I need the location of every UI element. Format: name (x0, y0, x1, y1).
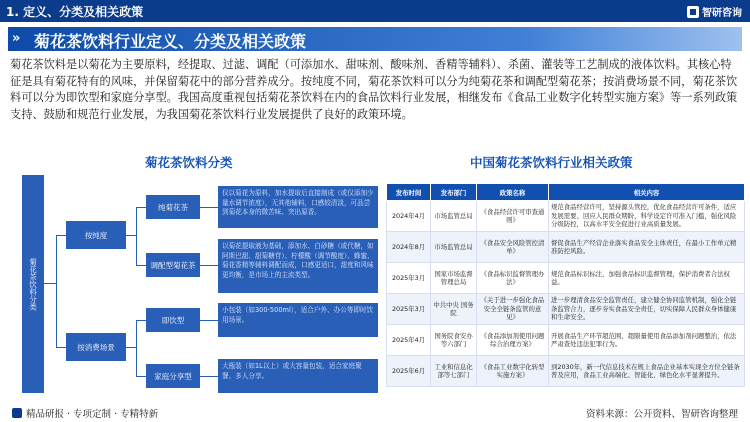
header-dept: 发布部门 (431, 184, 477, 201)
cell-dept: 国家市场监督管理总局 (431, 263, 477, 294)
policy-title: 中国菊花茶饮料行业相关政策 (470, 155, 633, 170)
connector (200, 320, 218, 321)
footer-slogan-text: 精品研报 · 专项定制 · 专精特新 (26, 409, 159, 420)
cell-date: 2025年3月 (387, 294, 431, 325)
cell-name: 《食品标识监督管理办法》 (477, 263, 549, 294)
group-purity: 按纯度 (66, 221, 126, 249)
classification-tree (22, 175, 382, 400)
cell-dept: 工业和信息化部等七部门 (431, 356, 477, 387)
connector (44, 283, 56, 284)
connector (136, 207, 146, 208)
connector (136, 265, 146, 266)
connector (136, 207, 137, 265)
tree-root: 菊花茶饮料分类 (22, 175, 44, 393)
table-row (387, 325, 745, 356)
top-bar (0, 0, 750, 22)
connector (200, 207, 218, 208)
brand-icon (12, 408, 22, 418)
logo (687, 4, 742, 19)
cell-name: 《关于进一步强化食品安全全链条监管的意见》 (477, 294, 549, 325)
table-row (387, 294, 745, 325)
cell-dept: 国务院食安办等六部门 (431, 325, 477, 356)
header-name: 政策名称 (477, 184, 549, 201)
cell-dept: 市场监管总局 (431, 232, 477, 263)
logo-icon (687, 6, 699, 18)
connector (136, 376, 146, 377)
section-heading: 1. 定义、分类及相关政策 (6, 5, 144, 19)
cell-name: 《食品经营许可审查通则》 (477, 201, 549, 232)
cell-content: 到2030年，新一代信息技术在规上食品企业基本实现全方位全链条普及应用，食品工业高端化、智能化、绿色化水平显著提升。 (549, 356, 745, 387)
cell-content: 规范食品标识标注，加强食品标识监督管理，保护消费者合法权益。 (549, 263, 745, 294)
connector (126, 235, 136, 236)
intro-paragraph: 菊花茶饮料是以菊花为主要原料，经提取、过滤、调配（可添加水、甜味剂、酸味剂、香精等辅料）、杀菌、灌装等工艺制成的液体饮料。其核心特征是具有菊花特有的风味，并保留菊花中的部分营养成分。按纯度不同，菊花茶饮料可以分为纯菊花茶和调配型菊花茶；按消费场景不同，菊花茶饮料可以分为即饮型和家庭分享型。我国高度重视包括菊花茶饮料在内的食品饮料行业发展，相继发布《食品工业数字化转型实施方案》等一系列政策支持、鼓励和规范行业发展，为我国菊花茶饮料行业发展提供了良好的政策环境。 (10, 58, 738, 121)
header-content: 相关内容 (549, 184, 745, 201)
footer-source: 资料来源：公开资料、智研咨询整理 (585, 409, 738, 420)
title-banner (8, 27, 742, 51)
item-ready-to-drink: 即饮型 (146, 308, 200, 332)
connector (136, 320, 146, 321)
connector (56, 235, 57, 347)
connector (56, 235, 66, 236)
table-header-row (387, 184, 745, 201)
table-row (387, 232, 745, 263)
cell-date: 2024年8月 (387, 232, 431, 263)
policy-table (386, 183, 745, 387)
cell-name: 《食品添加剂使用问题综合治理方案》 (477, 325, 549, 356)
table-row (387, 201, 745, 232)
header-date: 发布时间 (387, 184, 431, 201)
classification-title: 菊花茶饮料分类 (145, 155, 233, 170)
item-blended: 调配型菊花茶 (146, 253, 200, 277)
group-scene: 按消费场景 (66, 333, 126, 361)
table-row (387, 263, 745, 294)
desc-ready-to-drink: 小包装（如300-500ml），适合户外、办公等即时饮用场景。 (218, 303, 378, 337)
desc-pure: 仅以菊花为原料，加水提取后直接制成（或仅添加少量水调节浓度），无其他辅料，口感较清淡，可品尝到菊花本身的微苦味、突出原香。 (218, 186, 378, 228)
cell-name: 《食品工业数字化转型实施方案》 (477, 356, 549, 387)
cell-date: 2024年4月 (387, 201, 431, 232)
connector (200, 265, 218, 266)
cell-content: 规范食品经营许可，坚持源头管控，优化食品经营许可条件，适应发展需要、回应人民群众期盼，科学设定许可准入门槛，强化风险分级防控，以高水平安全促进行业高质量发展。 (549, 201, 745, 232)
chevron-right-icon: » (12, 31, 21, 46)
table-row (387, 356, 745, 387)
item-pure: 纯菊花茶 (146, 195, 200, 219)
cell-dept: 市场监管总局 (431, 201, 477, 232)
cell-date: 2025年4月 (387, 325, 431, 356)
connector (56, 347, 66, 348)
cell-content: 进一步理清食品安全监管责任，建立健全协同监管机制，强化全链条监管合力，逐步夯实食品安全责任，切实保障人民群众身体健康和生命安全。 (549, 294, 745, 325)
connector (200, 376, 218, 377)
logo-text: 智研咨询 (702, 8, 742, 19)
desc-blended: 以菊花提取液为基础，添加水、白砂糖（或代糖，如阿斯巴甜、甜菊糖苷）、柠檬酸（调节酸度）、蜂蜜、菊花香精等辅料调配而成，口感更适口，甜度和风味更均衡，是市场上的主流类型。 (218, 239, 378, 293)
desc-family-share: 大瓶装（如1L以上）或大容量包装，适合家庭聚餐、多人分享。 (218, 359, 378, 393)
connector (136, 320, 137, 376)
cell-content: 开展食品生产环节超范围、超限量使用食品添加剂问题整治，依法严肃查处违法犯罪行为。 (549, 325, 745, 356)
cell-content: 督促食品生产经营企业落实食品安全主体责任，在最小工作单元精准防控风险。 (549, 232, 745, 263)
cell-name: 《食品安全风险管控清单》 (477, 232, 549, 263)
footer-slogan (12, 406, 158, 420)
page-title: 菊花茶饮料行业定义、分类及相关政策 (34, 32, 307, 51)
connector (126, 347, 136, 348)
cell-date: 2025年6月 (387, 356, 431, 387)
item-family-share: 家庭分享型 (146, 364, 200, 388)
cell-date: 2025年3月 (387, 263, 431, 294)
cell-dept: 中共中央 国务院 (431, 294, 477, 325)
